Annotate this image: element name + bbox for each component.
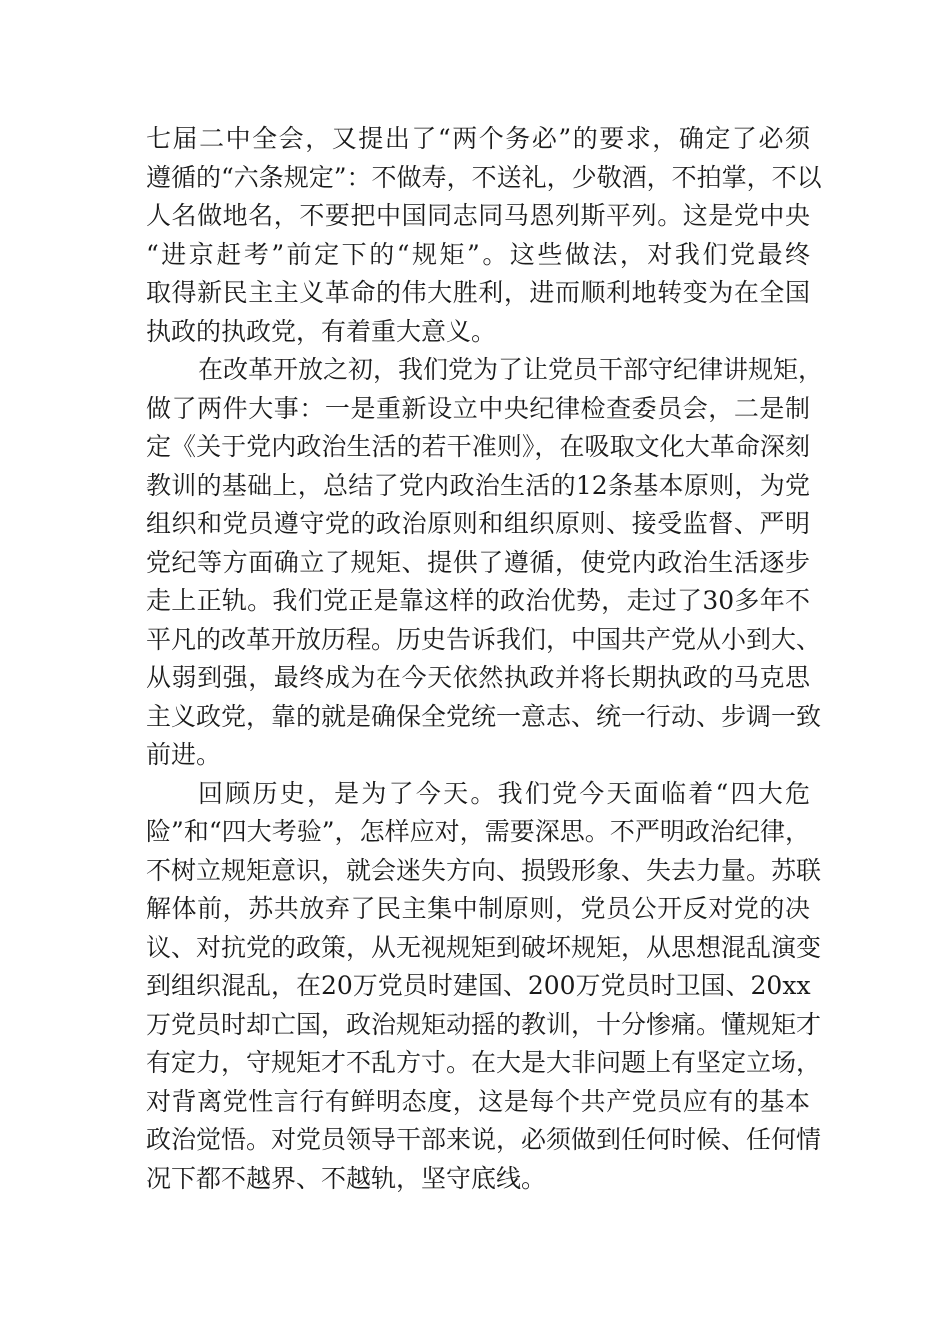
text-line: 有定力，守规矩才不乱方寸。在大是大非问题上有坚定立场， [146, 1048, 822, 1077]
text-line: 党纪等方面确立了规矩、提供了遵循，使党内政治生活逐步 [146, 547, 810, 577]
text-line: 回顾历史，是为了今天。我们党今天面临着“四大危 [198, 778, 810, 808]
text-line: 走上正轨。我们党正是靠这样的政治优势，走过了30多年不 [146, 586, 810, 615]
text-line: 取得新民主主义革命的伟大胜利，进而顺利地转变为在全国 [146, 278, 810, 307]
text-line: 议、对抗党的政策，从无视规矩到破坏规矩，从思想混乱演变 [146, 932, 822, 962]
paragraph [146, 775, 822, 1199]
text-line: 执政的执政党，有着重大意义。 [146, 316, 497, 346]
text-line: 从弱到强，最终成为在今天依然执政并将长期执政的马克思 [146, 663, 810, 692]
paragraph [146, 351, 824, 775]
text-line: 主义政党，靠的就是确保全党统一意志、统一行动、步调一致 [146, 701, 822, 731]
text-line: 前进。 [146, 740, 222, 769]
text-line: 做了两件大事：一是重新设立中央纪律检查委员会，二是制 [146, 393, 810, 423]
text-line: 万党员时却亡国，政治规矩动摇的教训，十分惨痛。懂规矩才 [146, 1009, 822, 1039]
text-line: 到组织混乱，在20万党员时建国、200万党员时卫国、20xx [146, 971, 811, 1000]
text-line: 解体前，苏共放弃了民主集中制原则，党员公开反对党的决 [146, 894, 810, 923]
text-line: 组织和党员遵守党的政治原则和组织原则、接受监督、严明 [146, 509, 810, 538]
document-body [146, 120, 824, 1198]
text-line: 况下都不越界、不越轨，坚守底线。 [146, 1163, 547, 1193]
text-line: 定《关于党内政治生活的若干准则》，在吸取文化大革命深刻 [146, 432, 810, 461]
text-line: 政治觉悟。对党员领导干部来说，必须做到任何时候、任何情 [146, 1125, 822, 1154]
text-line: “进京赶考”前定下的“规矩”。这些做法，对我们党最终 [146, 239, 810, 269]
text-line: 教训的基础上，总结了党内政治生活的12条基本原则，为党 [146, 470, 810, 500]
text-line: 遵循的“六条规定”：不做寿，不送礼，少敬酒，不拍掌，不以 [146, 162, 822, 192]
text-line: 七届二中全会，又提出了“两个务必”的要求，确定了必须 [146, 124, 810, 153]
text-line: 险”和“四大考验”，怎样应对，需要深思。不严明政治纪律， [146, 817, 810, 846]
paragraph [146, 120, 822, 351]
text-line: 人名做地名，不要把中国同志同马恩列斯平列。这是党中央 [146, 201, 810, 230]
text-line: 在改革开放之初，我们党为了让党员干部守纪律讲规矩， [198, 355, 824, 384]
text-line: 平凡的改革开放历程。历史告诉我们，中国共产党从小到大、 [146, 624, 822, 654]
text-line: 不树立规矩意识，就会迷失方向、损毁形象、失去力量。苏联 [146, 855, 822, 885]
text-line: 对背离党性言行有鲜明态度，这是每个共产党员应有的基本 [146, 1086, 810, 1116]
